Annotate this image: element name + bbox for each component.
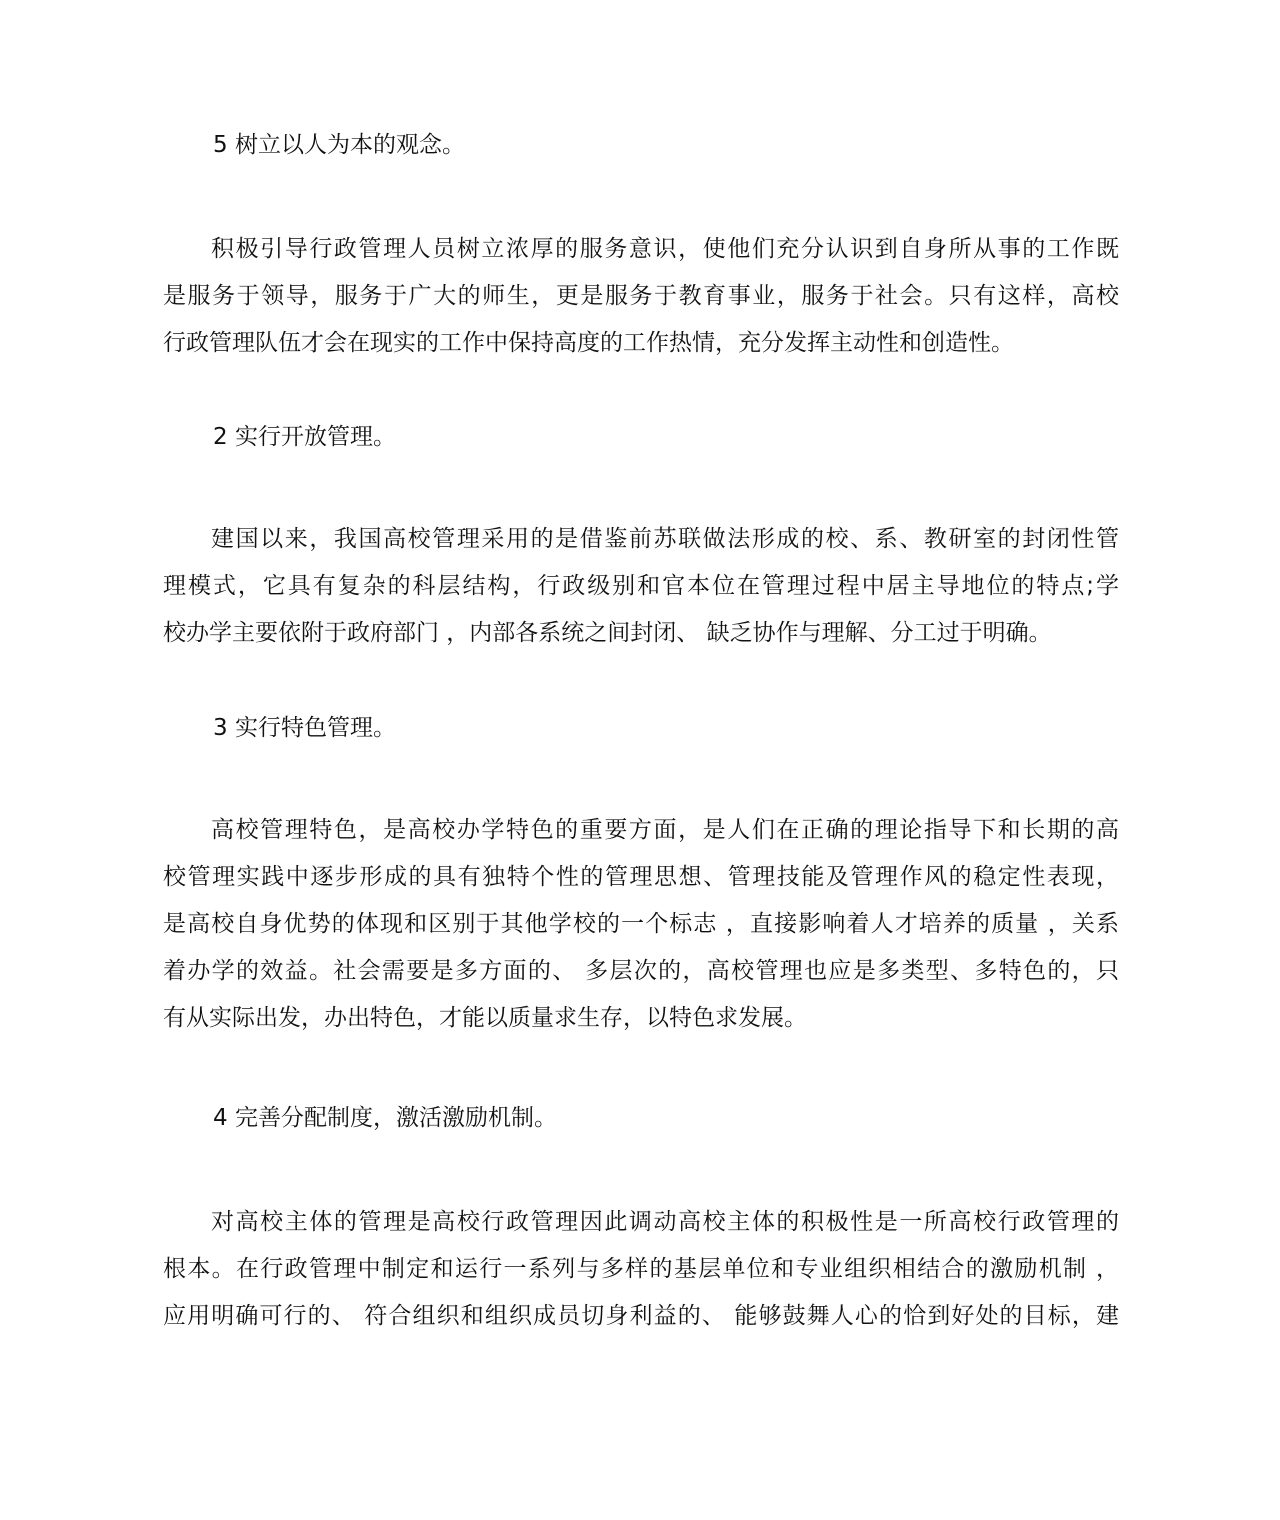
section-heading: 2 实行开放管理。 <box>213 424 396 450</box>
paragraph-line: 对高校主体的管理是高校行政管理因此调动高校主体的积极性是一所高校行政管理的 <box>211 1209 1119 1235</box>
paragraph-line: 是高校自身优势的体现和区别于其他学校的一个标志 ，直接影响着人才培养的质量 ，关系 <box>163 911 1119 937</box>
paragraph-line: 校管理实践中逐步形成的具有独特个性的管理思想、管理技能及管理作风的稳定性表现， <box>163 864 1119 890</box>
paragraph-line: 应用明确可行的、 符合组织和组织成员切身利益的、 能够鼓舞人心的恰到好处的目标，建 <box>163 1303 1119 1329</box>
section-paragraph <box>163 1207 1119 1348</box>
paragraph-line: 高校管理特色，是高校办学特色的重要方面，是人们在正确的理论指导下和长期的高 <box>211 817 1119 843</box>
section-paragraph <box>163 524 1119 665</box>
paragraph-line: 积极引导行政管理人员树立浓厚的服务意识，使他们充分认识到自身所从事的工作既 <box>211 236 1119 262</box>
paragraph-line: 着办学的效益。社会需要是多方面的、 多层次的，高校管理也应是多类型、多特色的，只 <box>163 958 1119 984</box>
section-heading: 4 完善分配制度，激活激励机制。 <box>213 1105 557 1131</box>
paragraph-line: 建国以来，我国高校管理采用的是借鉴前苏联做法形成的校、系、教研室的封闭性管 <box>211 526 1119 552</box>
paragraph-line: 根本。在行政管理中制定和运行一系列与多样的基层单位和专业组织相结合的激励机制 ， <box>163 1256 1119 1282</box>
section-heading: 3 实行特色管理。 <box>213 715 396 741</box>
paragraph-line: 行政管理队伍才会在现实的工作中保持高度的工作热情，充分发挥主动性和创造性。 <box>163 330 1014 356</box>
paragraph-line: 校办学主要依附于政府部门 ，内部各系统之间封闭、 缺乏协作与理解、分工过于明确。 <box>163 620 1052 646</box>
paragraph-line: 是服务于领导，服务于广大的师生，更是服务于教育事业，服务于社会。只有这样，高校 <box>163 283 1119 309</box>
section-heading: 5 树立以人为本的观念。 <box>213 132 465 158</box>
paragraph-line: 理模式，它具有复杂的科层结构，行政级别和官本位在管理过程中居主导地位的特点;学 <box>163 573 1119 599</box>
section-paragraph <box>163 234 1119 375</box>
paragraph-line: 有从实际出发，办出特色，才能以质量求生存，以特色求发展。 <box>163 1005 807 1031</box>
section-paragraph <box>163 815 1119 1050</box>
